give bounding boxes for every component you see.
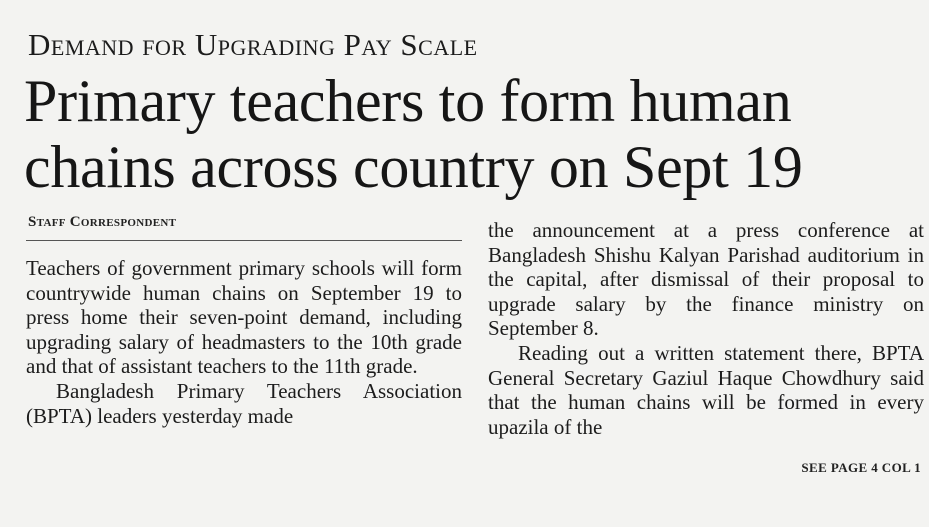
body-paragraph: Reading out a written statement there, BPTA General Secretary Gaziul Haque Chowdhury said that the human chains will be formed in every upazila of the [488,340,924,439]
byline-divider [26,240,462,241]
column-right [488,218,924,439]
body-paragraph: Teachers of government primary schools will form countrywide human chains on September 19 to press home their seven-point demand, including upgrading salary of headmasters to the 10th grade and that of assistant teachers to the 11th grade. [26,256,462,379]
body-paragraph: Bangladesh Primary Teachers Association (BPTA) leaders yesterday made [26,378,462,428]
byline: Staff Correspondent [28,214,177,230]
kicker-heading: Demand for Upgrading Pay Scale [28,27,478,62]
body-paragraph: the announcement at a press conference at Bangladesh Shishu Kalyan Parishad auditorium in the capital, after dismissal of their proposal to upgrade salary by the finance ministry on September 8. [488,218,924,341]
headline-line-1: Primary teachers to form human [24,68,792,134]
headline-line-2: chains across country on Sept 19 [24,134,803,200]
headline [24,68,924,200]
continuation-note: SEE PAGE 4 COL 1 [801,460,921,475]
column-left [26,256,462,428]
